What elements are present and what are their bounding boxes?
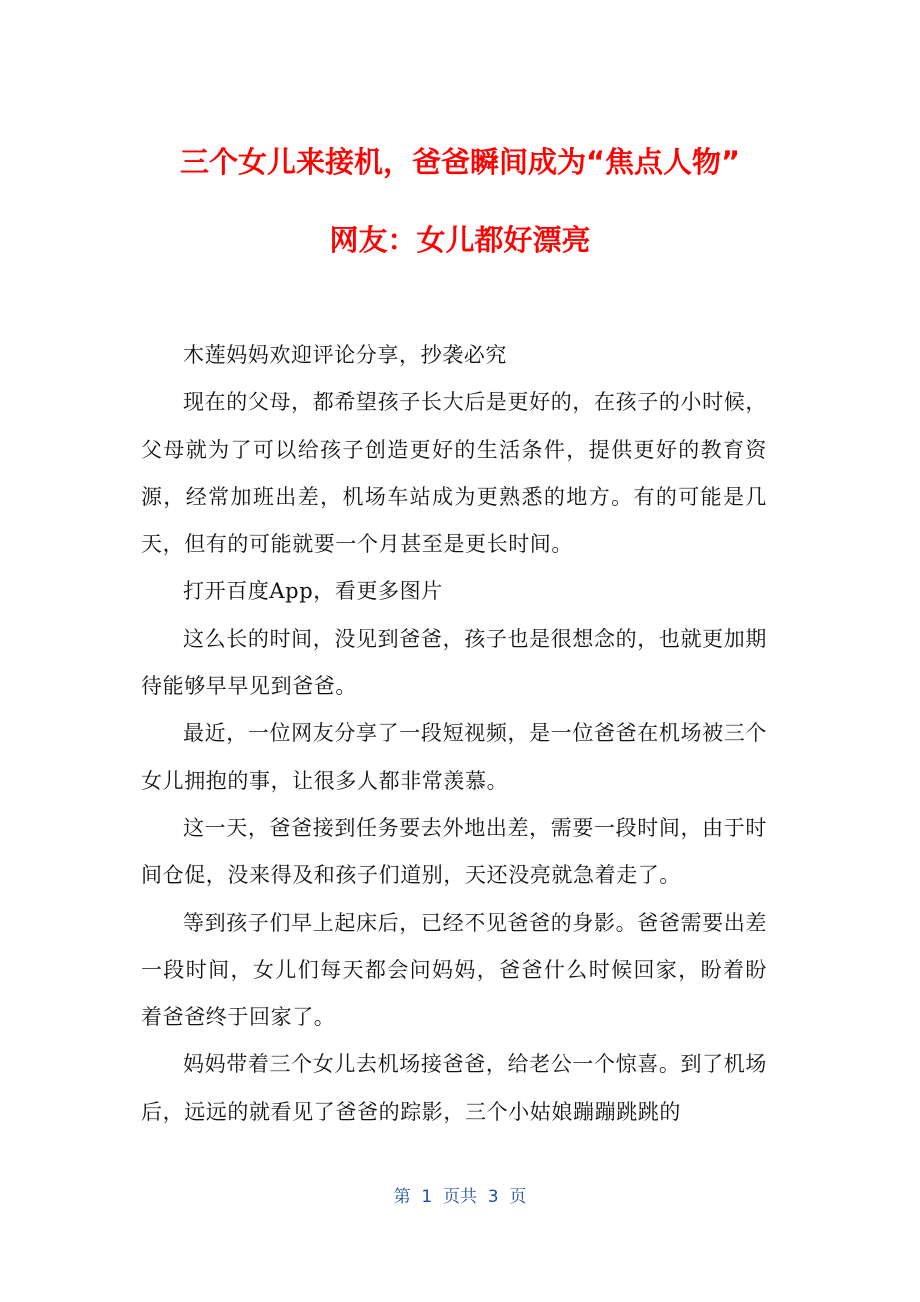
paragraph: 这一天，爸爸接到任务要去外地出差，需要一段时间，由于时间仓促，没来得及和孩子们道别，天还没亮就急着走了。 [141,815,767,888]
paragraph: 这么长的时间，没见到爸爸，孩子也是很想念的，也就更加期待能够早早见到爸爸。 [141,626,767,699]
paragraph: 现在的父母，都希望孩子长大后是更好的，在孩子的小时候，父母就为了可以给孩子创造更好的生活条件，提供更好的教育资源，经常加班出差，机场车站成为更熟悉的地方。有的可能是几天，但有的可能就要一个月甚至是更长时间。 [141,390,767,557]
paragraph: 等到孩子们早上起床后，已经不见爸爸的身影。爸爸需要出差一段时间，女儿们每天都会问妈妈，爸爸什么时候回家，盼着盼着爸爸终于回家了。 [141,910,767,1030]
paragraph-app-prompt: 打开百度App，看更多图片 [183,579,443,604]
page-number-footer: 第 1 页共 3 页 [393,1187,527,1207]
document-title-line-1: 三个女儿来接机，爸爸瞬间成为“焦点人物” [179,145,741,179]
document-body [141,332,767,1136]
paragraph-author-note: 木莲妈妈欢迎评论分享，抄袭必究 [183,343,507,367]
paragraph: 妈妈带着三个女儿去机场接爸爸，给老公一个惊喜。到了机场后，远远的就看见了爸爸的踪影，三个小姑娘蹦蹦跳跳的 [141,1052,767,1124]
document-title-line-2: 网友：女儿都好漂亮 [329,223,591,257]
paragraph: 最近，一位网友分享了一段短视频，是一位爸爸在机场被三个女儿拥抱的事，让很多人都非常羡慕。 [141,721,767,793]
